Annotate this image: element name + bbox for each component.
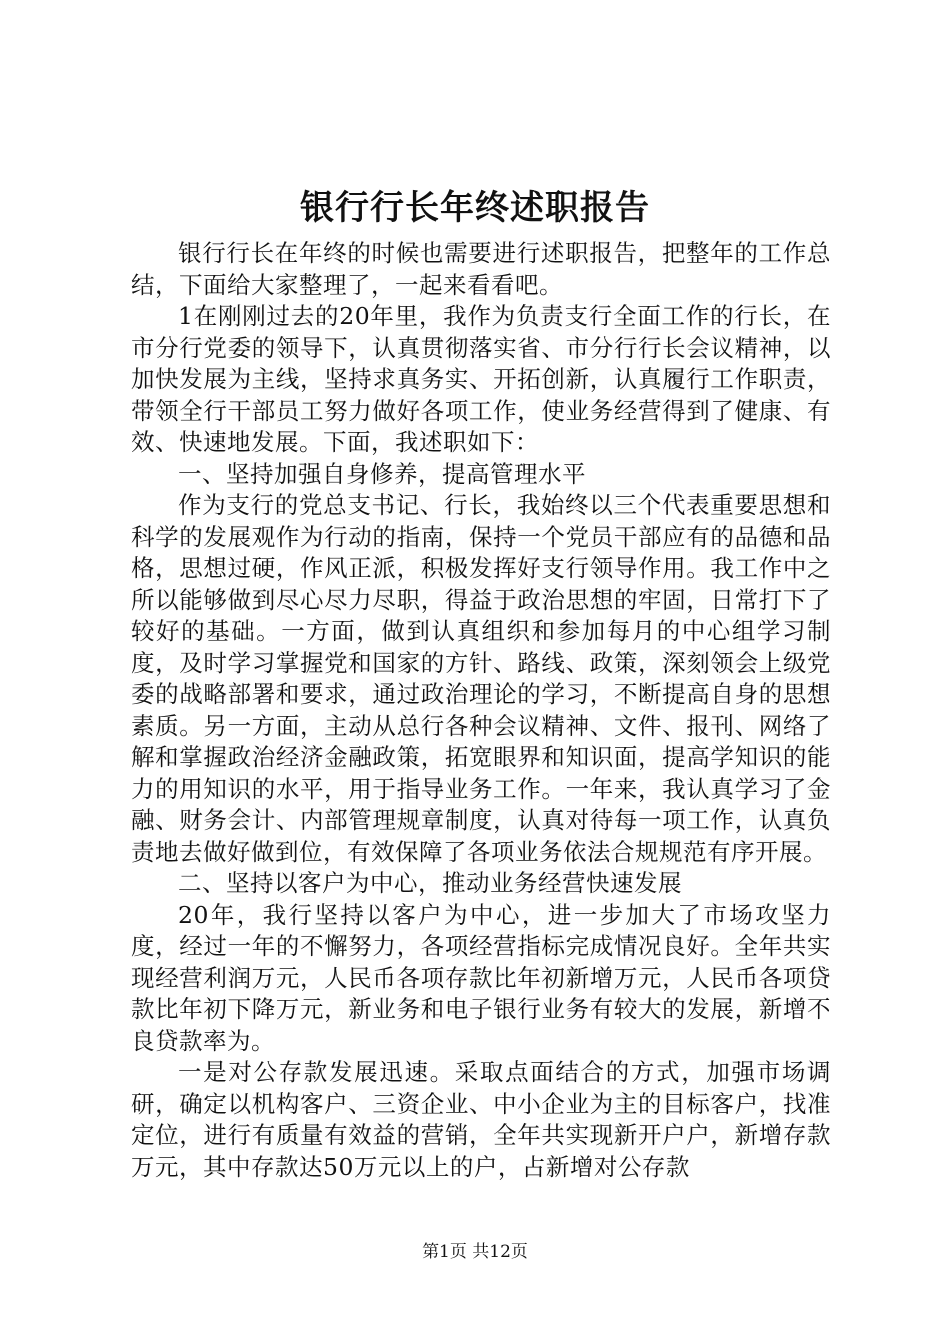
section-heading-2: 二、坚持以客户为中心，推动业务经营快速发展 (178, 869, 682, 897)
paragraph-corporate-deposits: 一是对公存款发展迅速。采取点面结合的方式，加强市场调研，确定以机构客户、三资企业、中小企业为主的目标客户，找准定位，进行有质量有效益的营销，全年共实现新开户户，新增存款万元，其中存款达50万元以上的户，占新增对公存款 (131, 1058, 831, 1181)
paragraph-overview: 1在刚刚过去的20年里，我作为负责支行全面工作的行长，在市分行党委的领导下，认真贯彻落实省、市分行行长会议精神，以加快发展为主线，坚持求真务实、开拓创新，认真履行工作职责，带领全行干部员工努力做好各项工作，使业务经营得到了健康、有效、快速地发展。下面，我述职如下： (131, 302, 831, 456)
paragraph-intro: 银行行长在年终的时候也需要进行述职报告，把整年的工作总结，下面给大家整理了，一起来看看吧。 (131, 239, 831, 299)
paragraph-business-results: 20年，我行坚持以客户为中心，进一步加大了市场攻坚力度，经过一年的不懈努力，各项经营指标完成情况良好。全年共实现经营利润万元，人民币各项存款比年初新增万元，人民币各项贷款比年初下降万元，新业务和电子银行业务有较大的发展，新增不良贷款率为。 (131, 900, 831, 1055)
document-body (131, 238, 831, 1183)
section-heading-1: 一、坚持加强自身修养，提高管理水平 (178, 459, 586, 488)
paragraph-self-cultivation: 作为支行的党总支书记、行长，我始终以三个代表重要思想和科学的发展观作为行动的指南，保持一个党员干部应有的品德和品格，思想过硬，作风正派，积极发挥好支行领导作用。我工作中之所以能够做到尽心尽力尽职，得益于政治思想的牢固，日常打下了较好的基础。一方面，做到认真组织和参加每月的中心组学习制度，及时学习掌握党和国家的方针、路线、政策，深刻领会上级党委的战略部署和要求，通过政治理论的学习，不断提高自身的思想素质。另一方面，主动从总行各种会议精神、文件、报刊、网络了解和掌握政治经济金融政策，拓宽眼界和知识面，提高学知识的能力的用知识的水平，用于指导业务工作。一年来，我认真学习了金融、财务会计、内部管理规章制度，认真对待每一项工作，认真负责地去做好做到位，有效保障了各项业务依法合规规范有序开展。 (131, 491, 831, 866)
document-title: 银行行长年终述职报告 (300, 188, 650, 228)
page-number-footer: 第1页 共12页 (422, 1242, 528, 1262)
